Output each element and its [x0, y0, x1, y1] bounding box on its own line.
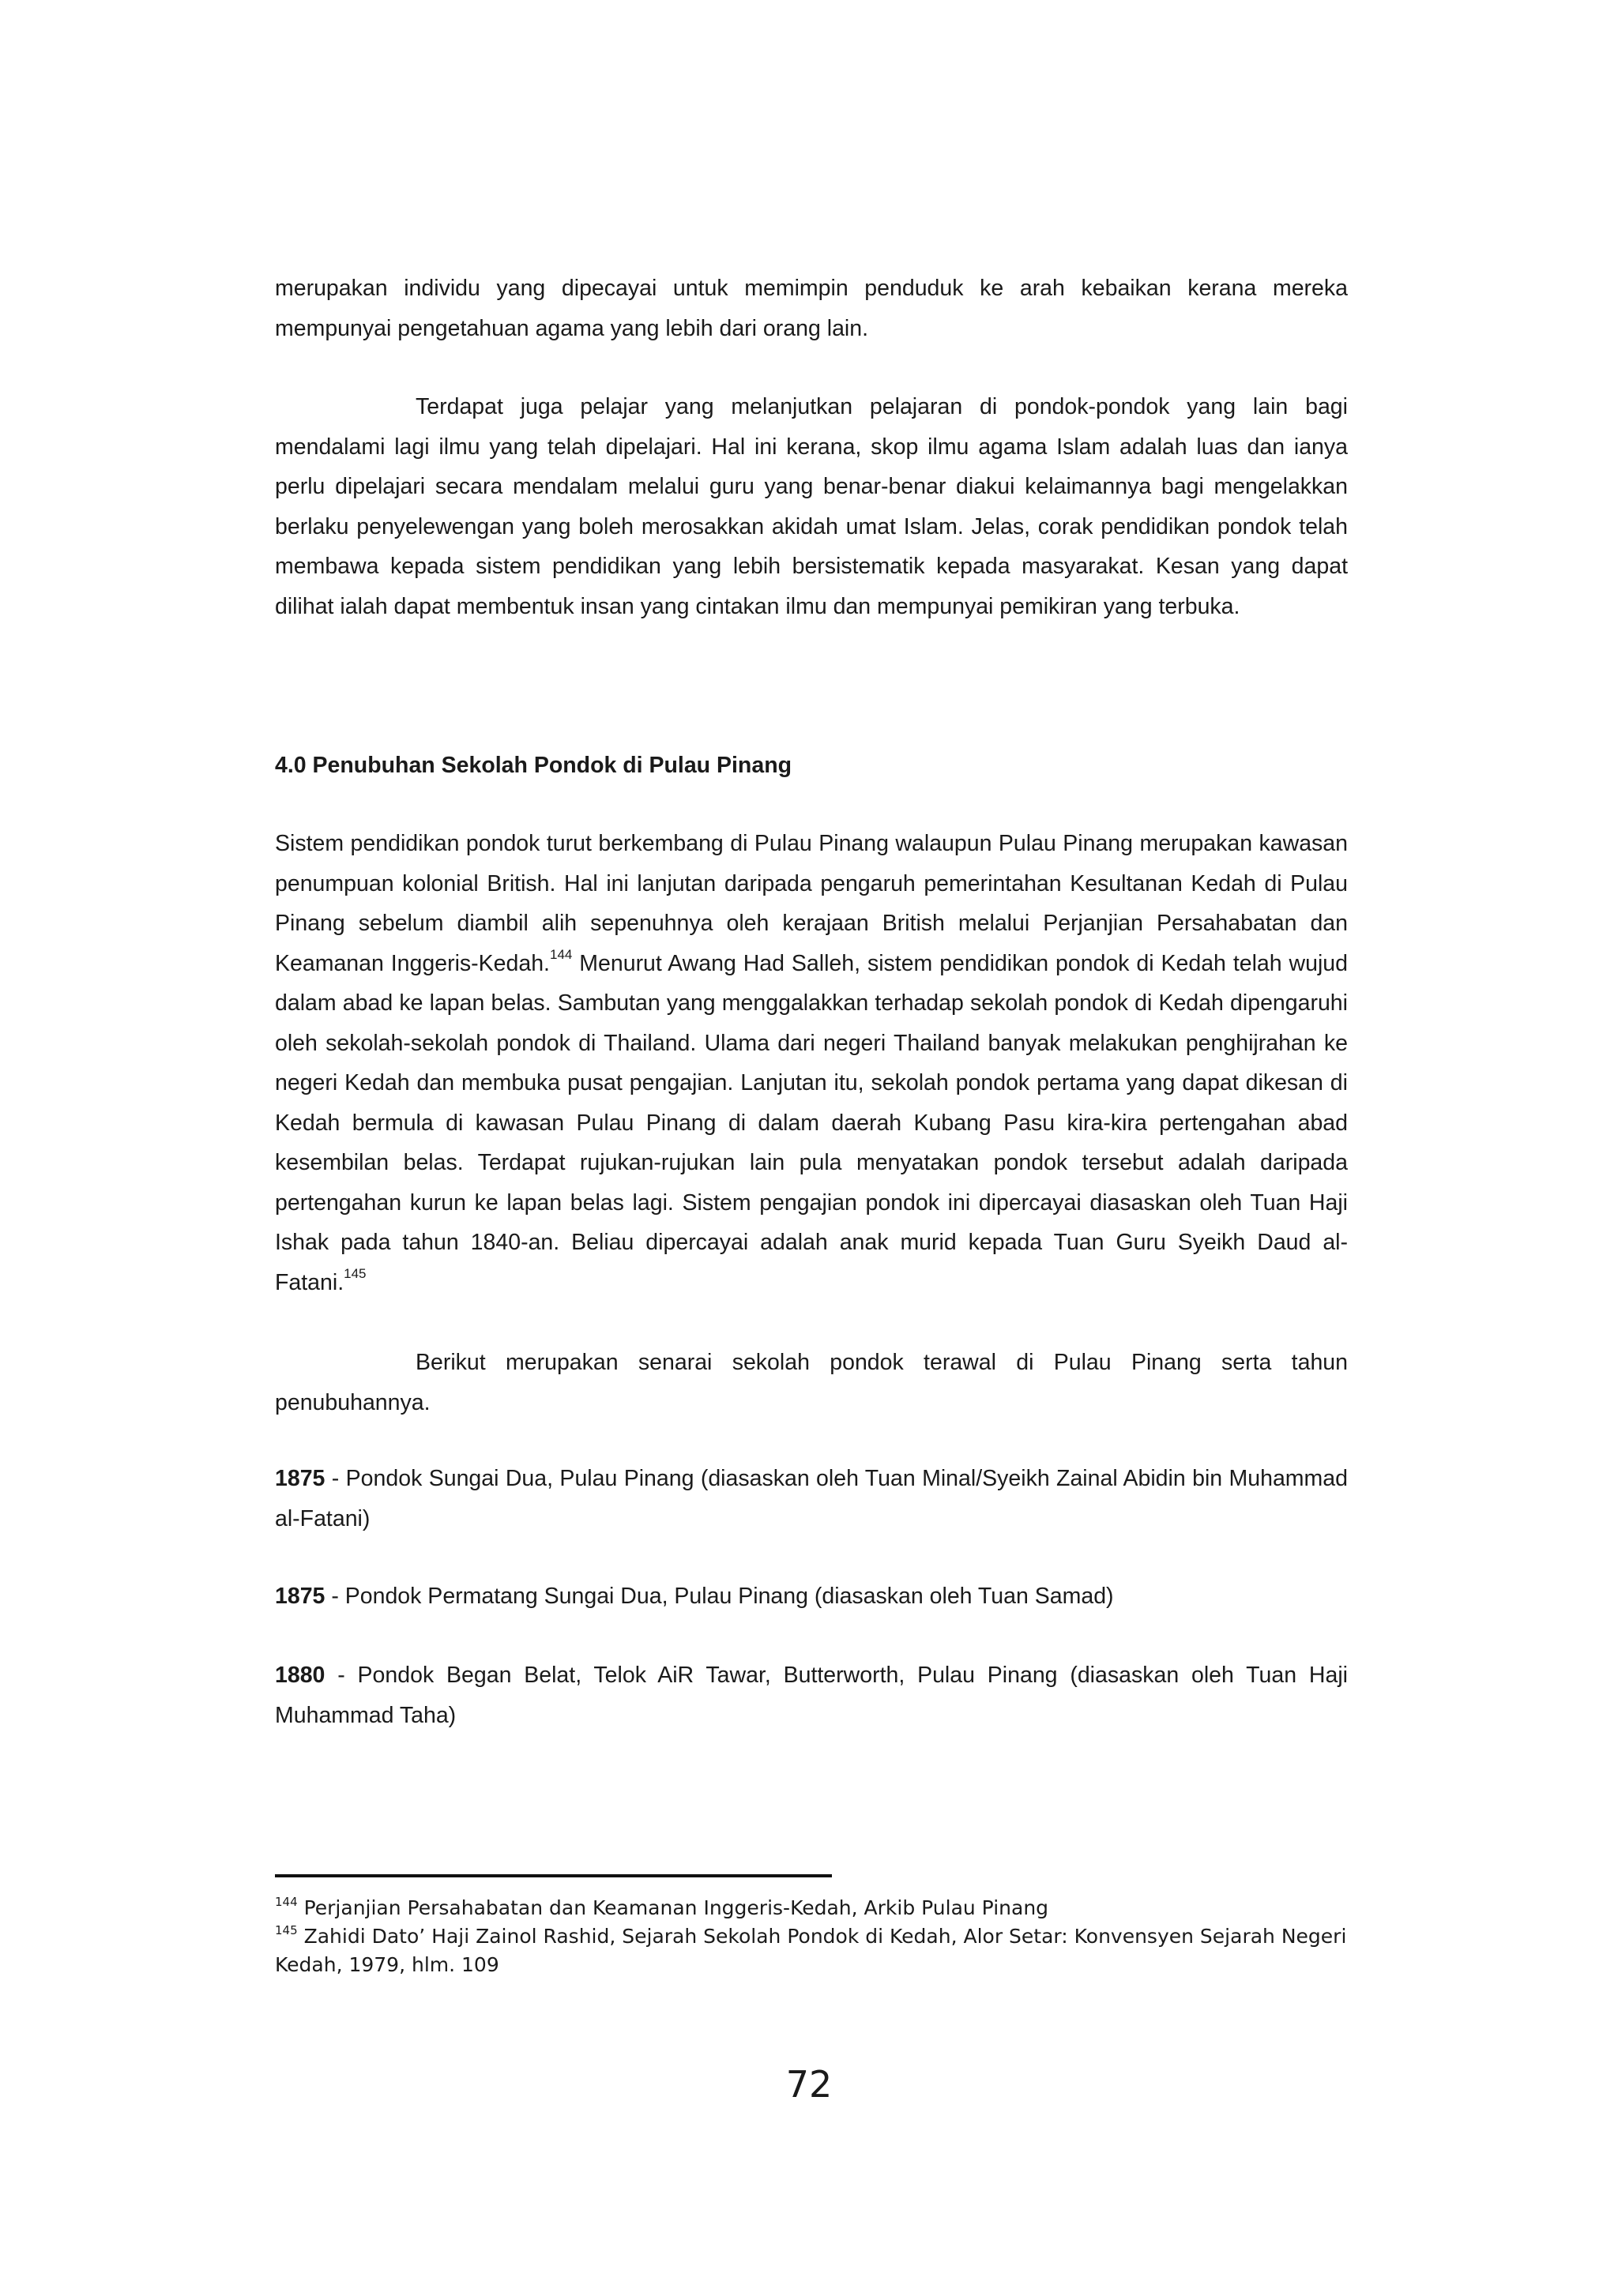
page-number: 72	[785, 2063, 833, 2106]
footnote-text: Zahidi Dato’ Haji Zainol Rashid, Sejarah Sekolah Pondok di Kedah, Alor Setar: Konvensyen Sejarah Negeri Kedah, 1979, hlm. 109	[275, 1925, 1347, 1976]
history-text-part-1: Sistem pendidikan pondok turut berkembang di Pulau Pinang walaupun Pulau Pinang merupakan kawasan penumpuan kolonial British. Hal ini lanjutan daripada pengaruh pemerintahan Kesultanan Kedah di Pulau Pinang sebelum diambil alih sepenuhnya oleh kerajaan British melalui Perjanjian Persahabatan dan Keamanan Inggeris-Kedah.	[275, 831, 1348, 976]
paragraph-further-study: Terdapat juga pelajar yang melanjutkan pelajaran di pondok-pondok yang lain bagi mendalami lagi ilmu yang telah dipelajari. Hal ini kerana, skop ilmu agama Islam adalah luas dan ianya perlu dipelajari secara mendalam melalui guru yang benar-benar diakui kelaimannya bagi mengelakkan berlaku penyelewengan yang boleh merosakkan akidah umat Islam. Jelas, corak pendidikan pondok telah membawa kepada sistem pendidikan yang lebih bersistematik kepada masyarakat. Kesan yang dapat dilihat ialah dapat membentuk insan yang cintakan ilmu dan mempunyai pemikiran yang terbuka.	[275, 394, 1348, 619]
paragraph-history	[275, 824, 1348, 1302]
footnote-ref-144: 144	[549, 947, 573, 962]
list-item-year: 1875	[275, 1466, 325, 1491]
history-text-part-2: Menurut Awang Had Salleh, sistem pendidikan pondok di Kedah telah wujud dalam abad ke lapan belas. Sambutan yang menggalakkan terhadap sekolah pondok di Kedah dipengaruhi oleh sekolah-sekolah pondok di Thailand. Ulama dari negeri Thailand banyak melakukan penghijrahan ke negeri Kedah dan membuka pusat pengajian. Lanjutan itu, sekolah pondok pertama yang dapat dikesan di Kedah bermula di kawasan Pulau Pinang di dalam daerah Kubang Pasu kira-kira pertengahan abad kesembilan belas. Terdapat rujukan-rujukan lain pula menyatakan pondok tersebut adalah daripada pertengahan kurun ke lapan belas lagi. Sistem pengajian pondok ini dipercayai diasaskan oleh Tuan Haji Ishak pada tahun 1840-an. Beliau dipercayai adalah anak murid kepada Tuan Guru Syeikh Daud al-Fatani.	[275, 950, 1348, 1295]
list-item-text: - Pondok Sungai Dua, Pulau Pinang (diasaskan oleh Tuan Minal/Syeikh Zainal Abidin bin Muhammad al-Fatani)	[275, 1466, 1348, 1531]
section-heading: 4.0 Penubuhan Sekolah Pondok di Pulau Pinang	[275, 753, 792, 778]
footnote-separator	[275, 1874, 832, 1877]
footnote-text: Perjanjian Persahabatan dan Keamanan Inggeris-Kedah, Arkib Pulau Pinang	[297, 1896, 1049, 1919]
list-item-text: - Pondok Began Belat, Telok AiR Tawar, Butterworth, Pulau Pinang (diasaskan oleh Tuan Haji Muhammad Taha)	[275, 1663, 1348, 1728]
list-item-year: 1880	[275, 1663, 325, 1688]
list-item-text: - Pondok Permatang Sungai Dua, Pulau Pinang (diasaskan oleh Tuan Samad)	[325, 1584, 1114, 1609]
paragraph-intro: merupakan individu yang dipecayai untuk memimpin penduduk ke arah kebaikan kerana mereka mempunyai pengetahuan agama yang lebih dari orang lain.	[275, 276, 1348, 341]
footnote-number: 144	[275, 1894, 298, 1909]
list-item-year: 1875	[275, 1584, 325, 1609]
footnote-145	[275, 1922, 1349, 1979]
footnote-ref-145: 145	[344, 1266, 367, 1281]
footnote-144	[275, 1894, 1349, 1922]
list-item	[275, 1655, 1348, 1735]
list-item	[275, 1459, 1348, 1539]
paragraph-list-intro: Berikut merupakan senarai sekolah pondok terawal di Pulau Pinang serta tahun penubuhannya.	[275, 1350, 1348, 1415]
list-item	[275, 1576, 1348, 1617]
footnote-number: 145	[275, 1922, 298, 1937]
